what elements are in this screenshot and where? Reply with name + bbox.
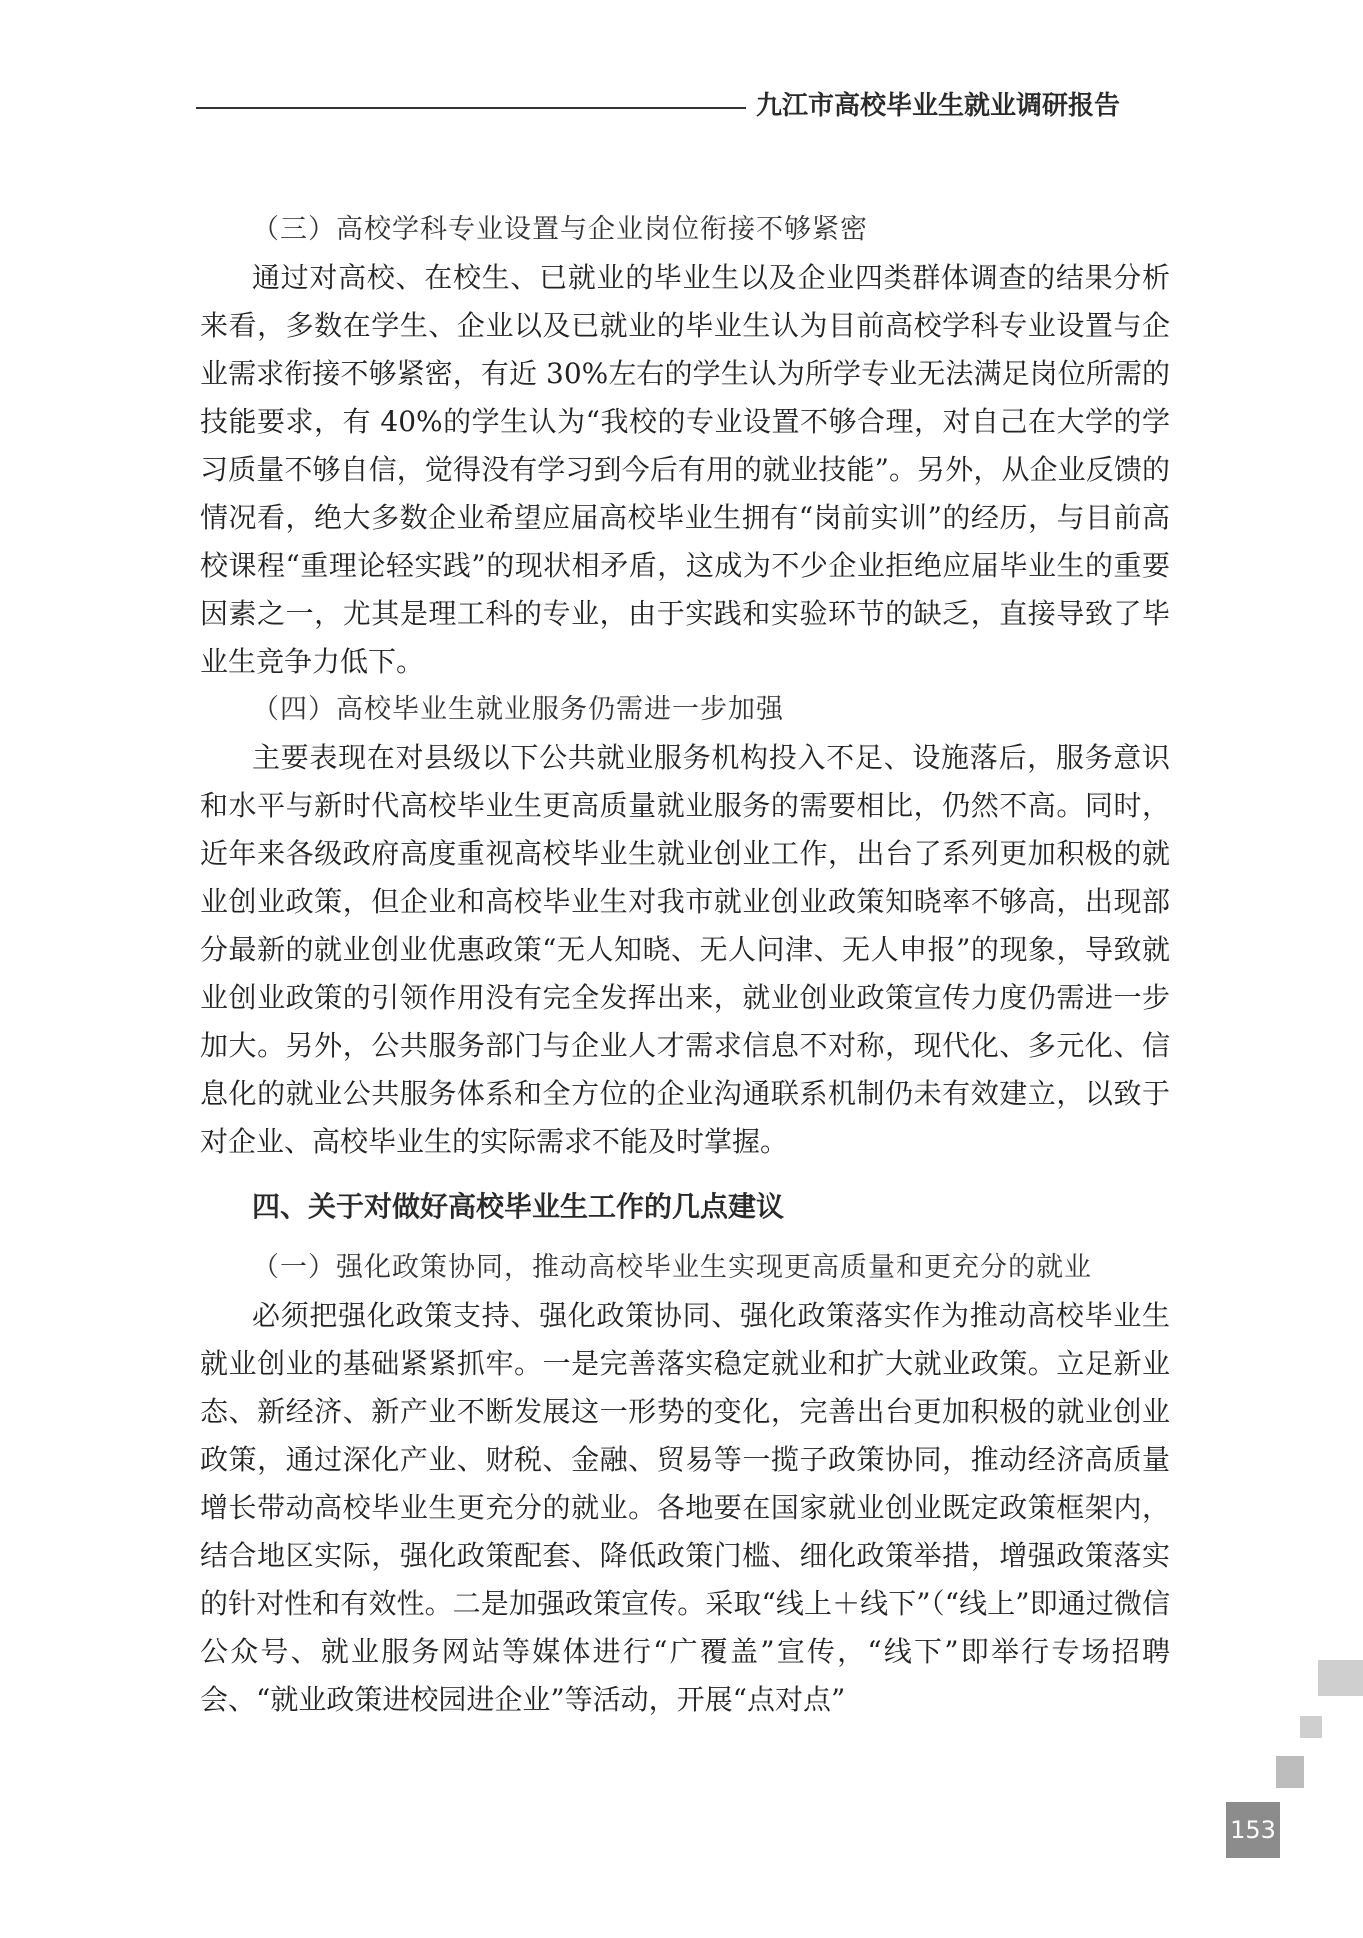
paragraph-3: 必须把强化政策支持、强化政策协同、强化政策落实作为推动高校毕业生就业创业的基础紧紧抓牢。一是完善落实稳定就业和扩大就业政策。立足新业态、新经济、新产业不断发展这一形势的变化，完善出台更加积极的就业创业政策，通过深化产业、财税、金融、贸易等一揽子政策协同，推动经济高质量增长带动高校毕业生更充分的就业。各地要在国家就业创业既定政策框架内，结合地区实际，强化政策配套、降低政策门槛、细化政策举措，增强政策落实的针对性和有效性。二是加强政策宣传。采取“线上＋线下”（“线上”即通过微信公众号、就业服务网站等媒体进行“广覆盖”宣传，“线下”即举行专场招聘会、“就业政策进校园进企业”等活动，开展“点对点”	[200, 1299, 1170, 1716]
paragraph-1: 通过对高校、在校生、已就业的毕业生以及企业四类群体调查的结果分析来看，多数在学生、企业以及已就业的毕业生认为目前高校学科专业设置与企业需求衔接不够紧密，有近 30%左右的学生认为所学专业无法满足岗位所需的技能要求，有 40%的学生认为“我校的专业设置不够合理，对自己在大学的学习质量不够自信，觉得没有学习到今后有用的就业技能”。另外，从企业反馈的情况看，绝大多数企业希望应届高校毕业生拥有“岗前实训”的经历，与目前高校课程“重理论轻实践”的现状相矛盾，这成为不少企业拒绝应届毕业生的重要因素之一，尤其是理工科的专业，由于实践和实验环节的缺乏，直接导致了毕业生竞争力低下。	[200, 261, 1170, 678]
paragraph-2: 主要表现在对县级以下公共就业服务机构投入不足、设施落后，服务意识和水平与新时代高校毕业生更高质量就业服务的需要相比，仍然不高。同时，近年来各级政府高度重视高校毕业生就业创业工作，出台了系列更加积极的就业创业政策，但企业和高校毕业生对我市就业创业政策知晓率不够高，出现部分最新的就业创业优惠政策“无人知晓、无人问津、无人申报”的现象，导致就业创业政策的引领作用没有完全发挥出来，就业创业政策宣传力度仍需进一步加大。另外，公共服务部门与企业人才需求信息不对称，现代化、多元化、信息化的就业公共服务体系和全方位的企业沟通联系机制仍未有效建立，以致于对企业、高校毕业生的实际需求不能及时掌握。	[200, 741, 1170, 1158]
subsection-title-1: （一）强化政策协同，推动高校毕业生实现更高质量和更充分的就业	[252, 1252, 1092, 1283]
subsection-title-3: （三）高校学科专业设置与企业岗位衔接不够紧密	[252, 214, 868, 245]
decorative-square	[1300, 1716, 1322, 1738]
decorative-square	[1276, 1756, 1304, 1788]
decorative-square	[1318, 1660, 1363, 1696]
page-number: 153	[1226, 1802, 1280, 1858]
header-rule	[196, 107, 746, 109]
page-body	[200, 206, 1170, 1724]
subsection-title-4: （四）高校毕业生就业服务仍需进一步加强	[252, 694, 784, 725]
section-heading-4: 四、关于对做好高校毕业生工作的几点建议	[252, 1190, 785, 1223]
running-header-title: 九江市高校毕业生就业调研报告	[756, 91, 1121, 121]
